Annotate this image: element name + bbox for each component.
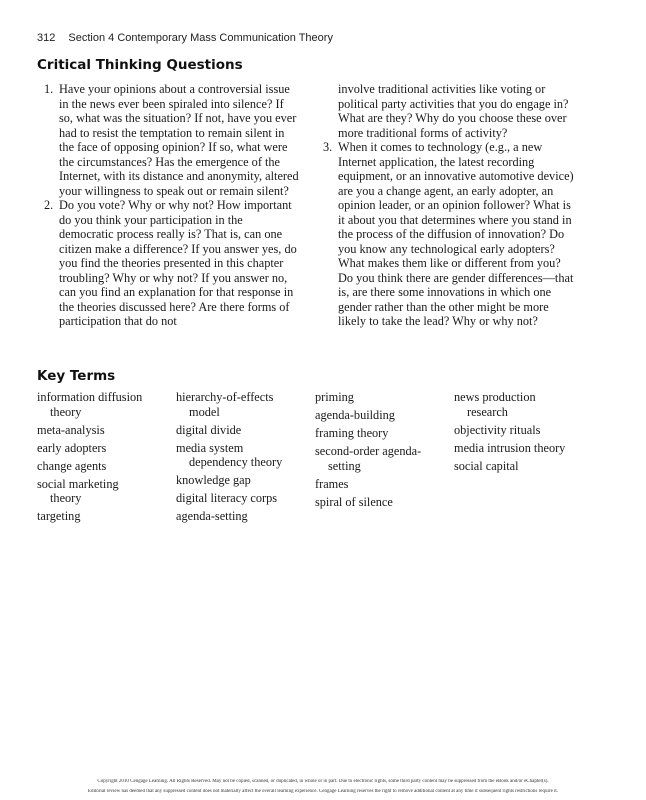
key-term: agenda-building	[315, 408, 395, 422]
key-terms-column-1	[37, 390, 165, 527]
key-term: spiral of silence	[315, 494, 393, 509]
key-terms-column-3	[315, 390, 443, 513]
key-terms-column-4	[454, 390, 582, 477]
question-text: involve traditional activities like voting or political party activities that you do engage in? What are they? Why do you choose these over more traditional forms of activity?	[338, 82, 569, 140]
questions-right-column	[316, 82, 578, 329]
key-term: meta-analysis	[37, 422, 105, 437]
key-term: social marketing theory	[37, 476, 119, 505]
questions-left-column	[37, 82, 300, 329]
copyright-line-2: Editorial review has deemed that any suppressed content does not materially affect the overall learning experience. Cengage Learning reserves the right to remove additional content at any time if subsequent rights restrictions require it.	[87, 789, 559, 794]
critical-thinking-heading: Critical Thinking Questions	[37, 57, 243, 73]
section-title-header: Section 4 Contemporary Mass Communication Theory	[68, 32, 333, 44]
question-1: 1. Have your opinions about a controversial issue in the news ever been spiraled into silence? If so, what was the situation? If not, have you ever had to resist the temptation to remain silent in the face of opposing opinion? If so, what were the circumstances? Has the emergence of the Internet, with its distance and anonymity, altered your willingness to speak out or remain silent?	[44, 82, 299, 198]
copyright-line-1: Copyright 2010 Cengage Learning. All Rights Reserved. May not be copied, scanned, or duplicated, in whole or in part. Due to electronic rights, some third party content may be suppressed from the eBook and/or eChapter(s).	[97, 779, 549, 784]
key-term: digital literacy corps	[176, 491, 278, 505]
question-2-continued	[316, 82, 578, 140]
key-term: information diffusion theory	[37, 390, 143, 419]
key-terms-heading: Key Terms	[37, 368, 116, 384]
key-term: objectivity rituals	[454, 422, 541, 437]
key-term: early adopters	[37, 440, 107, 455]
key-term: knowledge gap	[176, 473, 251, 487]
key-term: hierarchy-of-effects model	[176, 390, 274, 419]
key-term: targeting	[37, 509, 81, 523]
key-term: framing theory	[315, 426, 389, 440]
key-term: media system dependency theory	[176, 440, 283, 469]
key-term: social capital	[454, 458, 519, 473]
key-term: frames	[315, 476, 349, 491]
key-term: news production research	[454, 390, 536, 419]
page-number: 312	[37, 32, 56, 44]
question-text: Do you vote? Why or why not? How important do you think your participation in the democratic process really is? That is, can one citizen make a difference? If you answer yes, do you find the theories presented in this chapter troubling? Why or why not? If you answer no, can you find an explanation for that response in the theories discussed here? Are there forms of participation that do not	[59, 198, 297, 328]
question-2: 2. Do you vote? Why or why not? How important do you think your participation in the democratic process really is? That is, can one citizen make a difference? If you answer yes, do you find the theories presented in this chapter troubling? Why or why not? If you answer no, can you find an explanation for that response in the theories discussed here? Are there forms of participation that do not	[37, 198, 300, 329]
key-term: second-order agenda-setting	[315, 444, 422, 473]
running-header	[37, 32, 333, 44]
key-term: change agents	[37, 458, 107, 473]
key-term: priming	[315, 390, 354, 404]
key-term: agenda-setting	[176, 509, 248, 523]
question-text: Have your opinions about a controversial issue in the news ever been spiraled into silence? If so, what was the situation? If not, have you ever had to resist the temptation to remain silent in the face of opposing opinion? If so, what were the circumstances? Has the emergence of the Internet, with its distance and anonymity, altered your willingness to speak out or remain silent?	[59, 82, 299, 198]
key-term: media intrusion theory	[454, 440, 566, 455]
question-text: When it comes to technology (e.g., a new Internet application, the latest recording equipment, or an innovative automotive device) are you a change agent, an early adopter, an opinion leader, or an opinion follower? What is it about you that determines where you stand in the process of the diffusion of innovation? Do you know any technological early adopters? What makes them like or different from you? Do you think there are gender differences—that is, are there some innovations in which one gender rather than the other might be more likely to take the lead? Why or why not?	[338, 140, 574, 328]
key-terms-column-2	[176, 390, 304, 527]
question-3: 3. When it comes to technology (e.g., a new Internet application, the latest recording equipment, or an innovative automotive device) are you a change agent, an early adopter, an opinion leader, or an opinion follower? What is it about you that determines where you stand in the process of the diffusion of innovation? Do you know any technological early adopters? What makes them like or different from you? Do you think there are gender differences—that is, are there some innovations in which one gender rather than the other might be more likely to take the lead? Why or why not?	[316, 140, 578, 329]
key-term: digital divide	[176, 422, 242, 437]
